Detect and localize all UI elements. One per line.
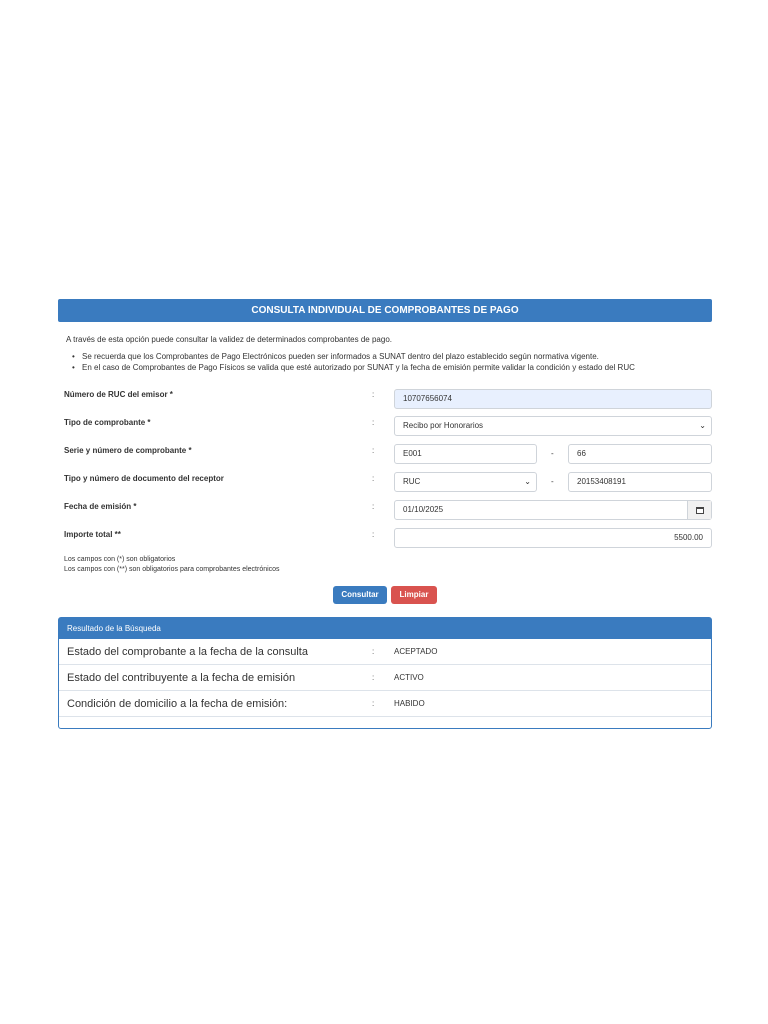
result-value: ACTIVO [394,673,424,682]
colon: : [372,530,375,539]
required-note: Los campos con (*) son obligatorios [64,556,176,563]
serie-input-value: E001 [403,449,422,458]
dash-separator: - [551,449,554,458]
tipo-comprobante-label: Tipo de comprobante * [64,418,151,427]
result-row [59,639,711,665]
ruc-input-value: 10707656074 [403,394,452,403]
electronic-required-note: Los campos con (**) son obligatorios para comprobantes electrónicos [64,566,280,573]
ruc-input[interactable] [394,389,712,409]
result-label: Condición de domicilio a la fecha de emisión: [67,698,288,710]
consultar-button[interactable]: Consultar [333,586,387,604]
result-title: Resultado de la Búsqueda [59,618,711,639]
colon: : [372,390,375,399]
fecha-input[interactable] [394,500,712,520]
colon: : [372,673,375,682]
colon: : [372,446,375,455]
doc-number-value: 20153408191 [577,477,626,486]
result-label: Estado del comprobante a la fecha de la consulta [67,646,308,658]
limpiar-button[interactable]: Limpiar [391,586,437,604]
importe-input[interactable] [394,528,712,548]
importe-input-value: 5500.00 [674,533,703,542]
doc-number-input[interactable] [568,472,712,492]
colon: : [372,474,375,483]
result-row [59,665,711,691]
page-title: CONSULTA INDIVIDUAL DE COMPROBANTES DE PAGO [58,299,712,322]
info-list [72,351,712,373]
info-item: • Se recuerda que los Comprobantes de Pago Electrónicos pueden ser informados a SUNAT dentro del plazo establecido según normativa vigente. [72,351,712,362]
calendar-button[interactable] [687,501,711,519]
result-value: HABIDO [394,699,425,708]
colon: : [372,502,375,511]
tipo-comprobante-value: Recibo por Honorarios [403,421,484,430]
doc-type-value: RUC [403,477,421,486]
serie-label: Serie y número de comprobante * [64,446,192,455]
colon: : [372,647,375,656]
result-label: Estado del contribuyente a la fecha de emisión [67,672,296,684]
dash-separator: - [551,477,554,486]
importe-label: Importe total ** [64,530,121,539]
doc-receptor-label: Tipo y número de documento del receptor [64,474,224,483]
doc-type-select[interactable] [394,472,537,492]
ruc-label: Número de RUC del emisor * [64,390,173,399]
fecha-label: Fecha de emisión * [64,502,137,511]
result-row [59,691,711,717]
serie-input[interactable] [394,444,537,464]
intro-text: A través de esta opción puede consultar la validez de determinados comprobantes de pago. [66,335,392,344]
info-item: • En el caso de Comprobantes de Pago Físicos se valida que esté autorizado por SUNAT y la fecha de emisión permite validar la condición y estado del RUC [72,362,712,373]
fecha-input-value: 01/10/2025 [403,505,444,514]
numero-input[interactable] [568,444,712,464]
result-value: ACEPTADO [394,647,438,656]
numero-input-value: 66 [577,449,586,458]
calendar-icon [696,507,704,514]
tipo-comprobante-select[interactable] [394,416,712,436]
colon: : [372,418,375,427]
result-panel [58,617,712,729]
chevron-down-icon: ⌄ [524,477,531,486]
chevron-down-icon: ⌄ [699,421,706,430]
colon: : [372,699,375,708]
